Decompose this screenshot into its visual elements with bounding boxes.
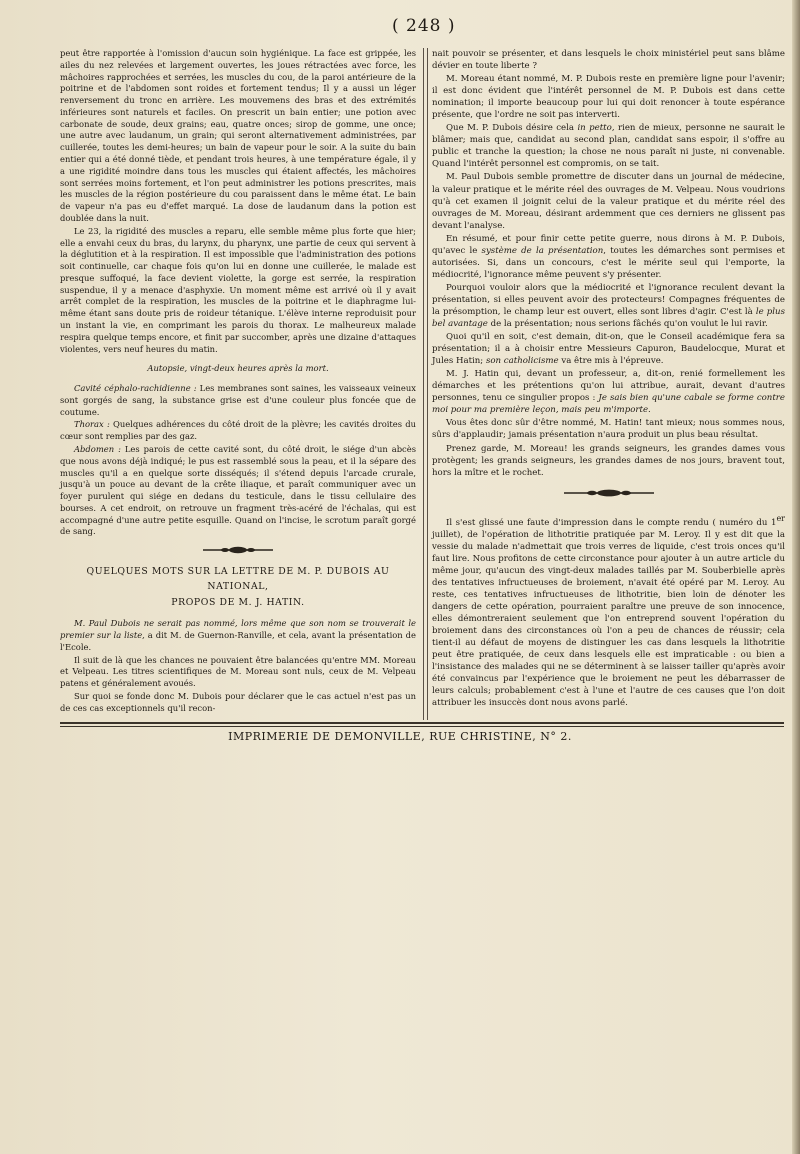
paragraph xyxy=(432,122,785,170)
autopsy-label: Abdomen : xyxy=(74,444,121,454)
quote-paragraph xyxy=(60,618,416,653)
quote-attribution: a dit M. de Guernon-Ranville, et cela, avant la présentation de l'Ecole. xyxy=(60,630,416,652)
autopsy-paragraph xyxy=(60,383,416,418)
paragraph xyxy=(432,233,785,281)
autopsy-label: Cavité céphalo-rachidienne : xyxy=(74,383,197,394)
paragraph: Le 23, la rigidité des muscles a reparu, elle semble même plus forte que hier; elle a envahi ceux du bras, du larynx, du pharynx, une partie de ceux qui servent à la déglutition et à la respiration. Il est impossible que l'administration des potions soit continuelle, car chaque fois qu'on lui en donne une cuillerée, le malade est presque suffoqué, la face devient violette, la gorge est serrée, la respiration suspendue, il y a menace d'asphyxie. Un moment même est arrivé où il y avait arrêt complet de la respiration, les muscles de la poitrine et le diaphragme lui-même étant sans doute pris de roideur tétanique. L'élève interne reproduisit pour un instant la vie, en comprimant les parois du thorax. Le malheureux malade respira quelque temps encore, et finit par succomber, après une dizaine d'attaques violentes, vers neuf heures du matin. xyxy=(60,225,416,354)
page-edge-shadow xyxy=(792,0,800,1154)
column-divider xyxy=(423,48,424,720)
right-column xyxy=(432,48,785,710)
quote: M. Paul Dubois ne serait pas nommé, lors même que son nom se trouverait le premier sur la liste, xyxy=(60,618,416,641)
paragraph: Vous êtes donc sûr d'être nommé, M. Hatin! tant mieux; nous sommes nous, sûrs d'applaudir; jamais présentation n'aura produit un plus beau résultat. xyxy=(432,418,785,441)
left-column xyxy=(60,48,416,716)
text-run: Que M. P. Dubois désire cela xyxy=(446,123,578,134)
italic-run: Je sais bien qu'une cabale se forme contre moi pour ma première leçon, mais peu m'importe. xyxy=(432,393,785,416)
text-run: En résumé, et pour finir cette petite guerre, nous dirons à M. P. Dubois, qu'avec le xyxy=(432,233,785,256)
paragraph: Il suit de là que les chances ne pouvaient être balancées qu'entre MM. Moreau et Velpeau. Les titres scientifiques de M. Moreau sont nuls, ceux de M. Velpeau patens et généralement avoués. xyxy=(60,654,416,689)
autopsy-text: Les membranes sont saines, les vaisseaux veineux sont gorgés de sang, la substance grise est d'une couleur plus foncée que de coutume. xyxy=(60,383,416,417)
column-divider xyxy=(427,48,428,720)
paragraph xyxy=(432,282,785,330)
text-run: juillet), de l'opération de lithotritie pratiquée par M. Leroy. Il y est dit que la vessie du malade n'admettait que trois verres de liquide, c'est trois onces qu'il faut lire. Nous profitons de cette circonstance pour ajouter à un autre article du même jour, qu'aucun des vingt-deux malades taillés par M. Souberbielle après des tentatives infructueuses de broiement, n'avait été opéré par M. Leroy. Au reste, ces tentatives infructueuses de lithotritie, bien loin de dénoter les dangers de cette opération, pourraient paraître une preuve de son innocence, elles démontreraient seulement que l'on entreprend souvent l'opération du broiement dans des circonstances où l'on a peu de chances de réussir; cela tient-il au défaut de moyens de distinguer les cas dans lesquels la lithotritie peut être pratiquée, de ceux dans lesquels elle est impraticable : ou bien a l'insistance des malades qui ne se déterminent à se laisser tailler qu'après avoir été convaincus par l'expérience que le broiement ne peut les débarrasser de leurs calculs; probablement c'est à l'une et l'autre de ces causes que l'on doit attribuer les insuccès dont nous avons parlé. xyxy=(432,529,785,709)
section-subtitle: PROPOS DE M. J. HATIN. xyxy=(171,597,305,609)
text-run: M. J. Hatin qui, devant un professeur, a, dit-on, renié formellement les démarches et les prétentions qu'on lui attribue, aurait, devant d'autres personnes, tenu ce singulier propos : xyxy=(432,369,785,404)
italic-run: système de la présentation xyxy=(481,245,604,256)
autopsy-paragraph xyxy=(60,444,416,538)
paragraph: Prenez garde, M. Moreau! les grands seigneurs, les grandes dames vous protègent; les grands seigneurs, les grandes dames de nos jours, bravent tout, hors la mître et le rochet. xyxy=(432,443,785,478)
italic-run: son catholicisme xyxy=(485,356,559,367)
section-ornament xyxy=(203,546,273,554)
text-run: Pourquoi vouloir alors que la médiocrité et l'ignorance reculent devant la présentation, si elles peuvent avoir des protecteurs! Compagnes fréquentes de la présomption, le champ leur est ouvert, elles sont libres d'agir. C'est là xyxy=(432,282,785,317)
paragraph: Sur quoi se fonde donc M. Dubois pour déclarer que le cas actuel n'est pas un de ces cas exceptionnels qu'il recon- xyxy=(60,690,416,713)
text-run: Il s'est glissé une faute d'impression dans le compte rendu ( numéro du 1 xyxy=(446,517,777,528)
paragraph xyxy=(432,331,785,367)
footer-rule xyxy=(60,726,784,727)
paragraph: nait pouvoir se présenter, et dans lesquels le choix ministériel peut sans blâme dévier en toute liberte ? xyxy=(432,49,785,72)
paragraph: M. Moreau étant nommé, M. P. Dubois reste en première ligne pour l'avenir; il est donc évident que l'intérêt personnel de M. P. Dubois est dans cette nomination; il importe beaucoup pour lui qui doit renoncer à toute espérance présente, que l'ordre ne soit pas interverti. xyxy=(432,74,785,121)
text-run: Quoi qu'il en soit, c'est demain, dit-on, que le Conseil académique fera sa présentation; il a à choisir entre Messieurs Capuron, Baudelocque, Murat et Jules Hatin; xyxy=(432,332,785,367)
section-ornament xyxy=(564,489,654,497)
text-run: de la présentation; nous serions fâchés qu'on voulut le lui ravir. xyxy=(487,319,768,330)
paragraph xyxy=(432,513,785,710)
autopsy-text: Les parois de cette cavité sont, du côté droit, le siége d'un abcès que nous avons déjà indiqué; le pus est rassemblé sous la peau, et il la sépare des muscles qu'il a en quelque sorte disséqués; il s'étend depuis l'arcade crurale, jusqu'à un pouce au devant de la crête iliaque, et paraît communiquer avec un foyer purulent qui siége en dedans du testicule, dans le tissu cellulaire des bourses. A cet endroit, on retrouve un fragment très-acéré de l'échalas, qui est accompagné d'une autre petite esquille. Quand on l'incise, le scrotum paraît gorgé de sang. xyxy=(60,444,416,537)
page-number: ( 248 ) xyxy=(392,16,456,36)
section-title: QUELQUES MOTS SUR LA LETTRE DE M. P. DUBOIS AU NATIONAL, xyxy=(86,566,390,593)
autopsy-heading: Autopsie, vingt-deux heures après la mort. xyxy=(147,363,329,374)
footer-rule xyxy=(60,722,784,724)
superscript: er xyxy=(776,513,785,523)
printer-imprint: IMPRIMERIE DE DEMONVILLE, RUE CHRISTINE, N° 2. xyxy=(228,730,572,743)
text-run: va être mis à l'épreuve. xyxy=(558,356,664,367)
paragraph: peut être rapportée à l'omission d'aucun soin hygiénique. La face est grippée, les ailes du nez relevées et largement ouvertes, les joues rétractées avec force, les mâchoires rapprochées et serrées, les muscles du cou, de la paroi antérieure de la poitrine et de l'abdomen sont roides et fortement tendus; Il y a aussi un léger renversement du tronc en arrière. Les mouvemens des bras et des extrémités inférieures sont naturels et faciles. On prescrit un bain entier; une potion avec carbonate de soude, deux grains; eau, quatre onces; sirop de gomme, une once; une autre avec laudanum, un grain; qui seront alternativement administrées, par cuillerée, toutes les demi-heures; un bain de vapeur pour le soir. A la suite du bain entier qui a été donné tiède, et pendant trois heures, à une température égale, il y a une rigidité moindre dans tous les muscles qui étaient affectés, les mâchoires sont serrées moins fortement, et l'on peut administrer les potions prescrites, mais les muscles de la région postérieure du cou paraissent dans le même état. Le bain de vapeur n'a pas eu d'effet marqué. La dose de laudanum dans la potion est doublée dans la nuit. xyxy=(60,48,416,223)
autopsy-label: Thorax : xyxy=(74,419,110,430)
text-run: , toutes les démarches sont permises et autorisées. Si, dans un concours, c'est le mérite seul qui l'emporte, la médiocrité, l'ignorance même peuvent s'y présenter. xyxy=(432,245,785,280)
italic-run: le plus bel avantage xyxy=(432,306,785,330)
paragraph: M. Paul Dubois semble promettre de discuter dans un journal de médecine, la valeur pratique et le mérite réel des ouvrages de M. Velpeau. Nous voudrions qu'à cet examen il joignit celui de la valeur pratique et du mérite réel des ouvrages de M. Moreau, désirant ardemment que ces derniers ne glissent pas devant l'analyse. xyxy=(432,172,785,231)
italic-run: in petto xyxy=(577,123,612,134)
autopsy-paragraph xyxy=(60,419,416,443)
text-run: , rien de mieux, personne ne saurait le blâmer; mais que, candidat au second plan, candidat sans espoir, il s'offre au public et tranche la question; la chose ne nous paraît ni juste, ni convenable. Quand l'intérêt personnel est compromis, on se tait. xyxy=(432,123,786,170)
paragraph xyxy=(432,368,785,416)
autopsy-text: Quelques adhérences du côté droit de la plèvre; les cavités droites du cœur sont remplies par des gaz. xyxy=(60,419,417,442)
